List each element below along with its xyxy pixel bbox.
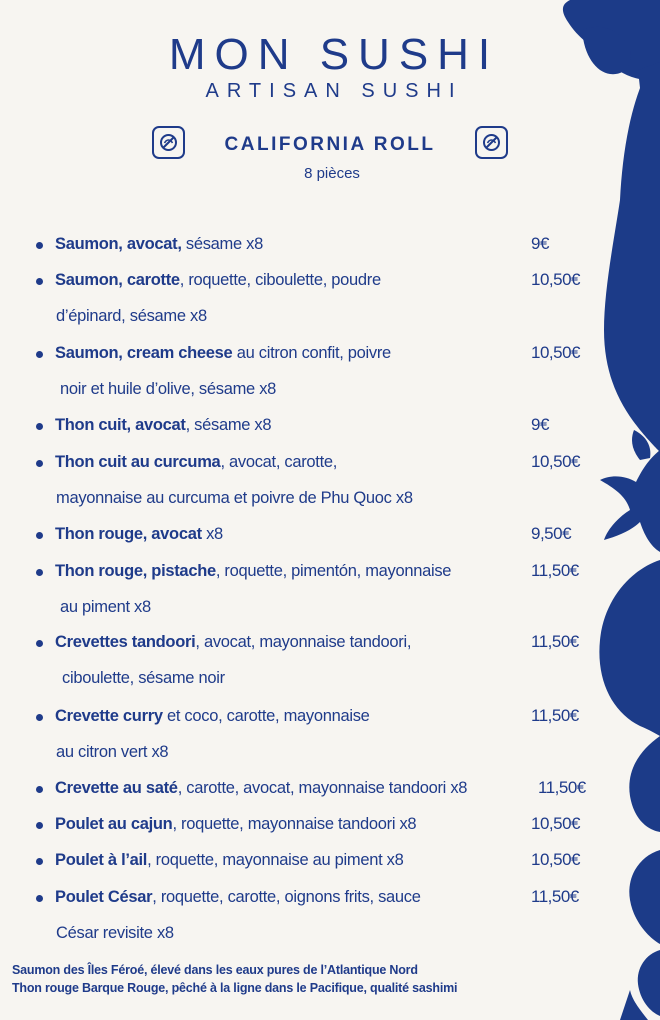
menu-item-description [55, 270, 381, 290]
menu-item-name: Crevette curry [55, 707, 163, 725]
menu-item-price: 10,50€ [531, 343, 580, 362]
brand-name: MON SUSHI [168, 30, 500, 79]
menu-item-name: Saumon, cream cheese [55, 344, 233, 362]
no-sushi-icon [475, 126, 508, 159]
menu-item-ingredients: x8 [201, 525, 223, 543]
menu-item-ingredients-continued: au citron vert x8 [56, 743, 169, 761]
menu-item-name: Crevette au saté [55, 779, 178, 797]
menu-item-name: Thon cuit, avocat [55, 416, 186, 434]
menu-item-description [55, 415, 271, 435]
menu-item-price: 9€ [531, 234, 549, 253]
menu-item-ingredients: , roquette, pimentón, mayonnaise [215, 562, 452, 580]
menu-item-price: 9€ [531, 415, 549, 434]
menu-item-ingredients: , roquette, ciboulette, poudre [179, 271, 381, 289]
menu-item-price: 10,50€ [531, 452, 580, 471]
menu-item-price: 11,50€ [531, 632, 579, 651]
menu-item-name: Thon rouge, pistache [55, 562, 216, 580]
bullet-icon [36, 278, 43, 285]
bullet-icon [36, 714, 43, 721]
footer-note-tuna: Thon rouge Barque Rouge, pêché à la ligne dans le Pacifique, qualité sashimi [12, 981, 458, 995]
menu-item-ingredients: et coco, carotte, mayonnaise [162, 707, 370, 725]
menu-item-ingredients: , sésame x8 [185, 416, 272, 434]
bullet-icon [36, 569, 43, 576]
menu-item-description [55, 561, 451, 581]
menu-item-ingredients-continued: d’épinard, sésame x8 [56, 307, 207, 325]
menu-item-ingredients: , roquette, carotte, oignons frits, sauce [152, 888, 421, 906]
menu-item-description [55, 850, 404, 870]
menu-item-ingredients: , roquette, mayonnaise au piment x8 [147, 851, 404, 869]
menu-item-ingredients: , avocat, mayonnaise tandoori, [195, 633, 412, 651]
menu-item-name: Saumon, avocat, [55, 235, 182, 253]
menu-item-name: Poulet à l’ail [55, 851, 148, 869]
menu-item-description [55, 524, 223, 544]
menu-item-price: 10,50€ [531, 850, 580, 869]
menu-item-ingredients-continued: noir et huile d’olive, sésame x8 [60, 380, 277, 398]
section-header [152, 126, 508, 160]
menu-item-ingredients-continued: ciboulette, sésame noir [62, 669, 225, 687]
bullet-icon [36, 532, 43, 539]
menu-item-name: Saumon, carotte [55, 271, 180, 289]
menu-item-price: 11,50€ [531, 706, 579, 725]
menu-item-ingredients: , roquette, mayonnaise tandoori x8 [172, 815, 417, 833]
menu-item-ingredients: , carotte, avocat, mayonnaise tandoori x8 [177, 779, 468, 797]
menu-item-ingredients: sésame x8 [181, 235, 263, 253]
bullet-icon [36, 858, 43, 865]
section-subtitle: 8 pièces [304, 165, 360, 182]
menu-item-description [55, 452, 337, 472]
bullet-icon [36, 242, 43, 249]
menu-item-description [55, 778, 467, 798]
menu-item-price: 11,50€ [538, 778, 586, 797]
menu-item-description [55, 632, 411, 652]
section-title: CALIFORNIA ROLL [224, 134, 436, 155]
bullet-icon [36, 895, 43, 902]
bullet-icon [36, 640, 43, 647]
menu-item-price: 10,50€ [531, 814, 580, 833]
menu-item-ingredients: , avocat, carotte, [220, 453, 338, 471]
menu-item-price: 11,50€ [531, 561, 579, 580]
menu-item-ingredients: au citron confit, poivre [232, 344, 391, 362]
menu-item-ingredients-continued: au piment x8 [60, 598, 151, 616]
menu-item-description [55, 343, 391, 363]
brand-tagline: ARTISAN SUSHI [205, 80, 463, 102]
menu-item-price: 11,50€ [531, 887, 579, 906]
menu-item-name: Thon rouge, avocat [55, 525, 202, 543]
bullet-icon [36, 423, 43, 430]
footer-note-salmon: Saumon des Îles Féroé, élevé dans les eaux pures de l’Atlantique Nord [12, 963, 418, 977]
menu-item-ingredients-continued: César revisite x8 [56, 924, 174, 942]
menu-item-name: Poulet César [55, 888, 153, 906]
bullet-icon [36, 460, 43, 467]
menu-item-price: 9,50€ [531, 524, 572, 543]
bullet-icon [36, 786, 43, 793]
menu-item-ingredients-continued: mayonnaise au curcuma et poivre de Phu Quoc x8 [56, 489, 413, 507]
menu-item-name: Poulet au cajun [55, 815, 173, 833]
bullet-icon [36, 822, 43, 829]
menu-item-name: Crevettes tandoori [55, 633, 196, 651]
menu-item-description [55, 234, 263, 254]
menu-item-description [55, 706, 370, 726]
menu-item-description [55, 814, 416, 834]
bullet-icon [36, 351, 43, 358]
menu-item-description [55, 887, 421, 907]
menu-item-name: Thon cuit au curcuma [55, 453, 221, 471]
menu-item-price: 10,50€ [531, 270, 580, 289]
